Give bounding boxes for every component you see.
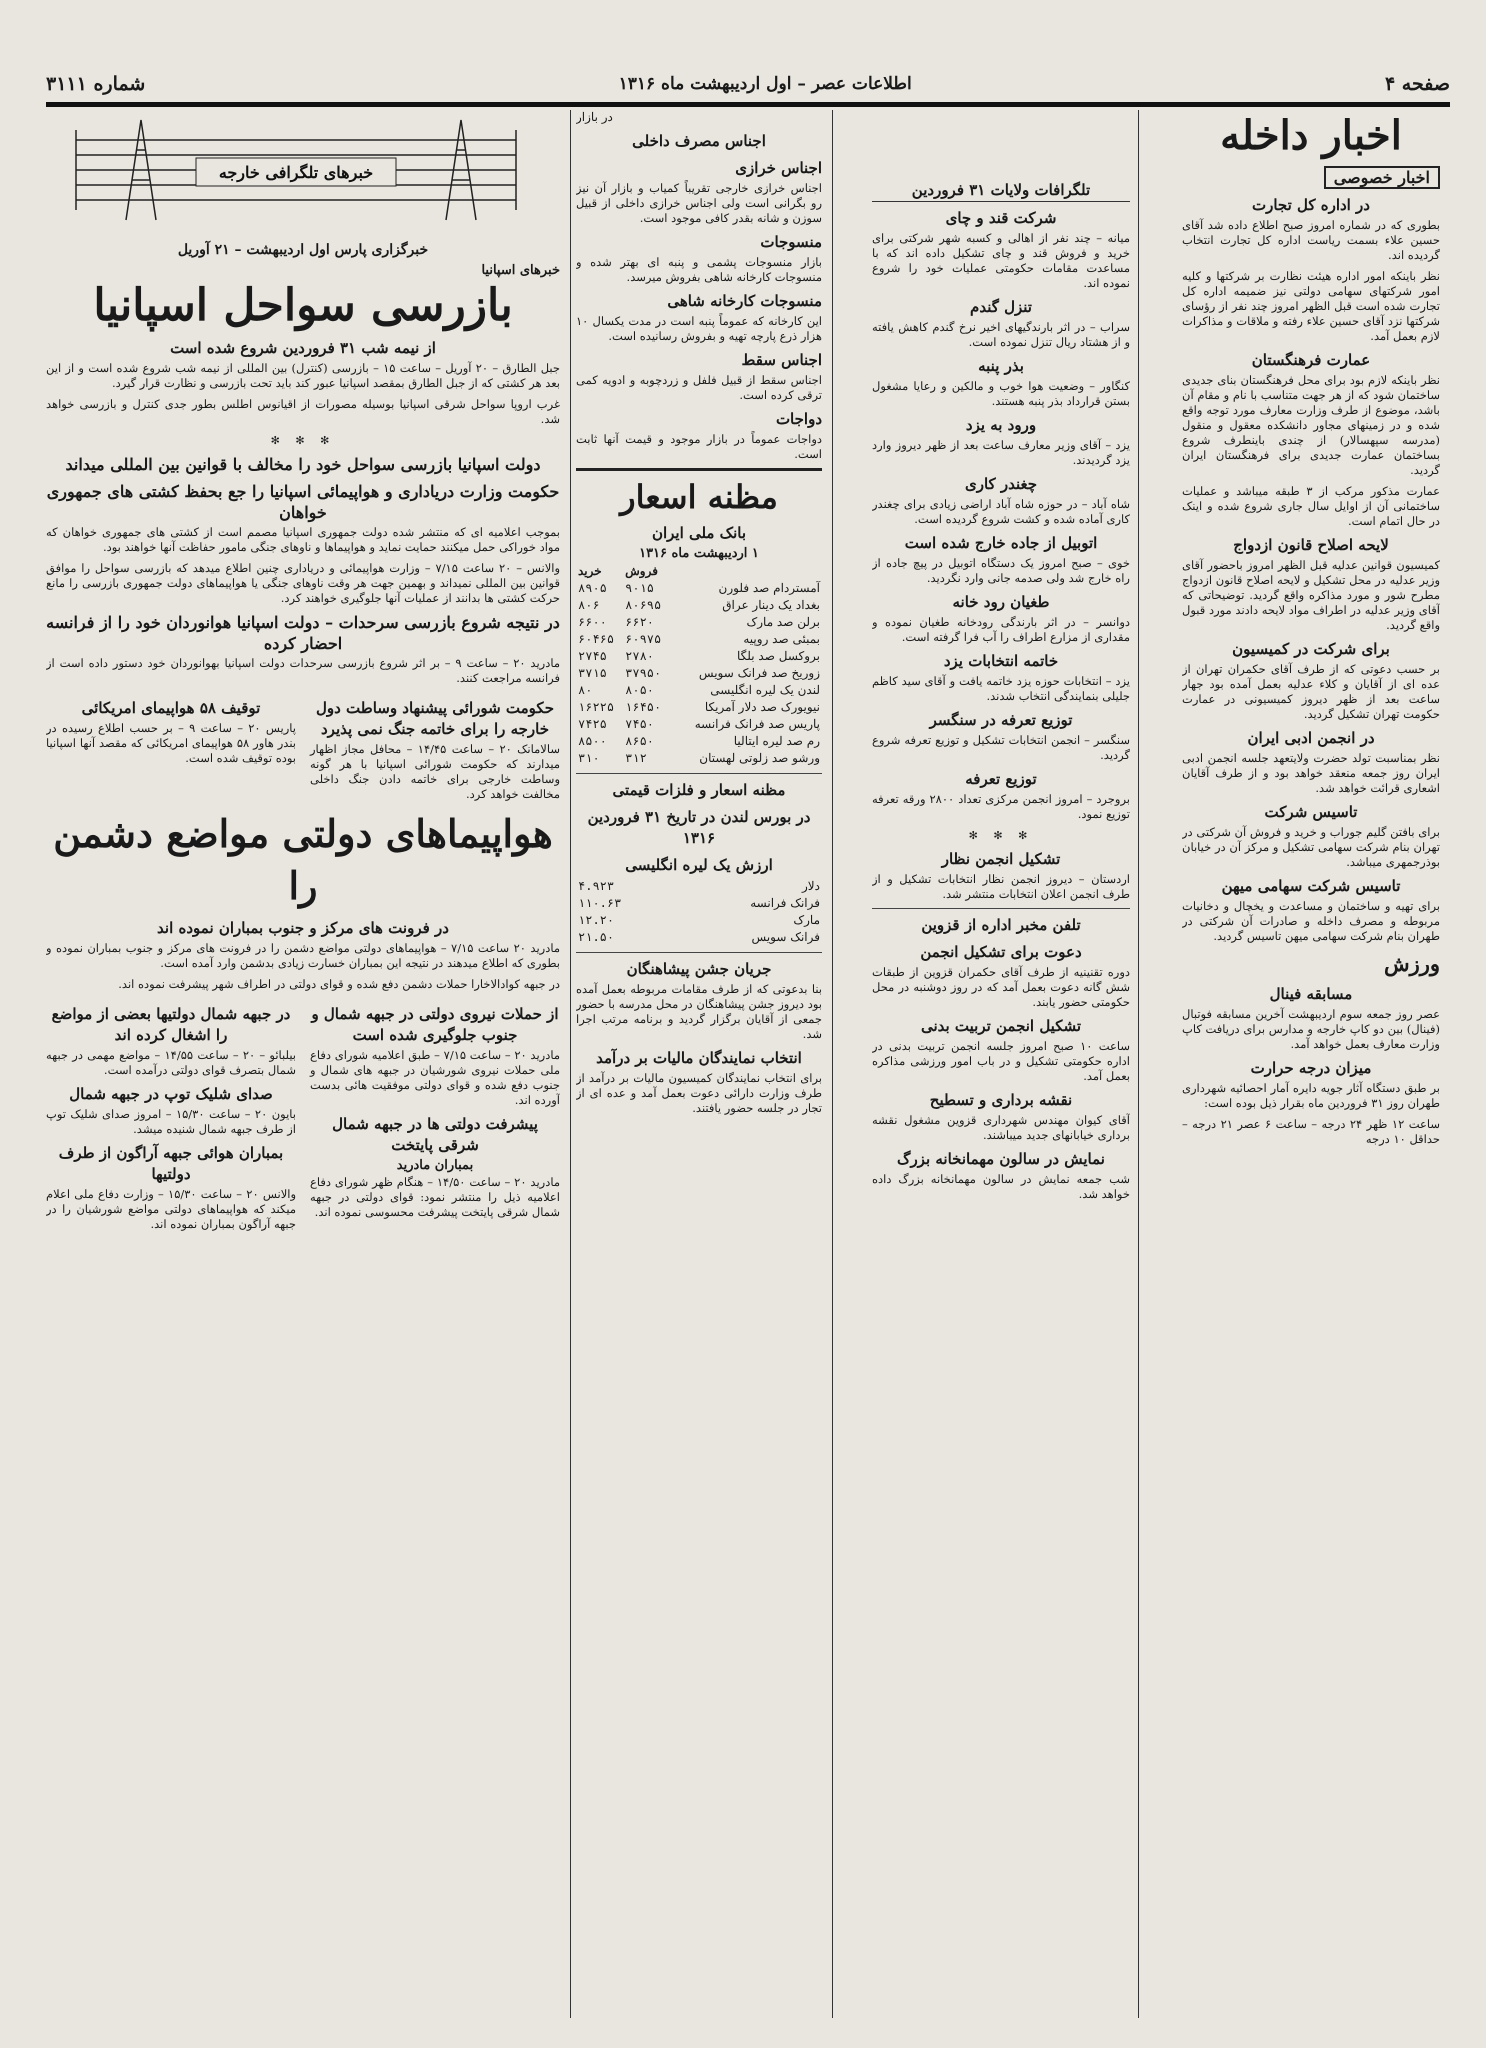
rate-row xyxy=(576,750,822,767)
london-value: ۴.۹۲۳ xyxy=(578,879,615,893)
column-midleft xyxy=(576,110,822,2018)
paragraph: شب جمعه نمایش در سالون مهمانخانه بزرگ داده خواهد شد. xyxy=(872,1172,1130,1201)
paragraph: بر حسب دعوتی که از طرف آقای حکمران تهران از عده ای از آقایان و کلاء عدلیه بعمل آمده بود جهار ساعت بعد از ظهر دیروز کمیسیونی در عمارت حکومت تهران تشکیل گردید. xyxy=(1182,662,1440,721)
column-left xyxy=(46,110,560,2018)
column-rule xyxy=(570,110,571,2018)
headline: از حملات نیروی دولتی در جبهه شمال و جنوب جلوگیری شده است xyxy=(311,1005,559,1044)
paragraph: ساعت ۱۲ ظهر ۲۴ درجه – ساعت ۶ عصر ۲۱ درجه – حداقل ۱۰ درجه xyxy=(1182,1117,1440,1146)
rate-name: نیویورک صد دلار آمریکا xyxy=(704,700,820,714)
rate-name: بمبئی صد روپیه xyxy=(743,632,820,646)
kicker: خبرهای اسپانیا xyxy=(481,263,560,278)
rate-sell: ۲۷۸۰ xyxy=(625,649,655,663)
rate-row xyxy=(576,665,822,682)
paragraph: والانس ۲۰ – ساعت ۱۵/۳۰ – وزارت دفاع ملی اعلام میکند که هواپیماهای دولتی مواضع شورشیان را در جبهه آراگون بمباران نموده اند. xyxy=(46,1187,296,1231)
paragraph: عمارت مذکور مرکب از ۳ طبقه میباشد و عملیات ساختمانی آن از اوایل سال جاری شروع شده و اینک در حال اتمام است. xyxy=(1182,484,1440,528)
sub-column xyxy=(310,998,560,1226)
paragraph: دوانسر – در اثر بارندگی رودخانه طغیان نموده و مقداری از مزارع اطراف را آب فرا گرفته است. xyxy=(872,615,1130,644)
paragraph: این کارخانه که عموماً پنبه است در مدت یکسال ۱۰ هزار ذرع پارچه تهیه و بفروش رسانیده است. xyxy=(576,314,822,343)
rate-sell: ۱۶۴۵۰ xyxy=(625,700,662,714)
headline: شرکت قند و چای xyxy=(945,209,1057,227)
headline: لایحه اصلاح قانون ازدواج xyxy=(1233,536,1389,554)
headline: تاسیس شرکت xyxy=(1264,803,1358,821)
headline: اجناس مصرف داخلی xyxy=(632,132,766,150)
london-table xyxy=(576,878,822,946)
rate-sell: ۳۷۹۵۰ xyxy=(625,666,662,680)
rate-buy: ۶۶۰۰ xyxy=(578,615,607,629)
headline: طغیان رود خانه xyxy=(952,593,1050,611)
headline: تنزل گندم xyxy=(970,298,1032,316)
headline: در نتیجه شروع بازرسی سرحدات – دولت اسپانیا هوانوردان خود را از فرانسه احضار کرده xyxy=(46,613,560,653)
paragraph: کنگاور – وضعیت هوا خوب و مالکین و رعایا مشغول بستن قرارداد بذر پنبه هستند. xyxy=(872,379,1130,408)
paragraph: برای انتخاب نمایندگان کمیسیون مالیات بر درآمد از طرف وزارت دارائی دعوت بعمل آمد و عده ای از تجار در جلسه حضور یافتند. xyxy=(576,1071,822,1115)
column-right xyxy=(1182,110,1440,2018)
headline: تشکیل انجمن تربیت بدنی xyxy=(920,1017,1082,1035)
masthead-date: اطلاعات عصر – اول اردیبهشت ماه ۱۳۱۶ xyxy=(618,74,912,94)
paragraph: در جبهه کوادالاخارا حملات دشمن دفع شده و قوای دولتی در اطراف شهر پیشرفت نموده اند. xyxy=(118,977,560,991)
paragraph: بایون ۲۰ – ساعت ۱۵/۳۰ – امروز صدای شلیک توپ از طرف جبهه شمال شنیده میشد. xyxy=(46,1107,296,1136)
paragraph: کمیسیون قوانین عدلیه قبل الظهر امروز باحضور آقای وزیر عدلیه در محل تشکیل و لایحه اصلاح قانون ازدواج مطرح شور و مورد مذاکره واقع گردید. توضیحاتی که آقای وزیر عدلیه در اطراف مواد لایحه دادند مورد قبول واقع گردید. xyxy=(1182,558,1440,632)
rate-name: برلن صد مارک xyxy=(746,615,820,629)
headline: عمارت فرهنگستان xyxy=(1251,351,1371,369)
london-row xyxy=(576,878,822,895)
headline: انتخاب نمایندگان مالیات بر درآمد xyxy=(596,1049,802,1067)
headline: توقیف ۵۸ هواپیمای امریکائی xyxy=(81,699,261,717)
headline: بذر پنبه xyxy=(978,357,1024,375)
headline: تلگرافات ولایات ۳۱ فروردین xyxy=(872,180,1130,202)
paragraph: اجناس سقط از قبیل فلفل و زردچوبه و ادویه کمی ترقی کرده است. xyxy=(576,373,822,402)
rate-buy: ۸۰۶ xyxy=(578,598,600,612)
paragraph: جبل الطارق – ۲۰ آوریل – ساعت ۱۵ – بازرسی (کنترل) بین المللی از نیمه شب شروع شده است و از این بعد هر کشتی که از جبل الطارق بمقصد اسپانیا عبور کند باید تحت بازرسی و نظارت قرار گیرد. xyxy=(46,361,560,390)
paragraph: سنگسر – انجمن انتخابات تشکیل و توزیع تعرفه شروع گردید. xyxy=(872,733,1130,762)
rate-row xyxy=(576,580,822,597)
rate-row xyxy=(576,699,822,716)
divider xyxy=(576,468,822,471)
paragraph: مادرید ۲۰ – ساعت ۹ – بر اثر شروع بازرسی سرحدات دولت اسپانیا بهوانوردان خود دستور داده است از فرانسه مراجعت کنند. xyxy=(46,656,560,685)
kicker: در بازار xyxy=(576,110,613,124)
rate-buy: ۲۷۴۵ xyxy=(578,649,607,663)
paragraph: نظر بمناسبت تولد حضرت ولایتعهد جلسه انجمن ادبی ایران روز جمعه منعقد خواهد بود و از طرف آقایان اشعاری قرائت خواهد شد. xyxy=(1182,751,1440,795)
paragraph: نظر باینکه امور اداره هیئت نظارت بر شرکتها و کلیه امور شرکتهای سهامی دولتی نیز ضمیمه اداره کل تجارت شده است قبل الظهر امروز چند نفر از رؤسای شرکتها نزد آقای حسین علاء رفته و ملاقات و مذاکرات لازم بعمل آمد. xyxy=(1182,269,1440,343)
headline: مظنه اسعار و فلزات قیمتی xyxy=(612,781,786,799)
headline: میزان درجه حرارت xyxy=(1250,1059,1372,1077)
headline: نمایش در سالون مهمانخانه بزرگ xyxy=(897,1150,1105,1168)
rate-buy: ۷۴۲۵ xyxy=(578,717,607,731)
headline: دعوت برای تشکیل انجمن xyxy=(920,943,1082,961)
rate-row xyxy=(576,648,822,665)
london-name: مارک xyxy=(793,913,820,927)
rates-col-buy: خرید xyxy=(578,564,602,578)
paragraph: بموجب اعلامیه ای که منتشر شده دولت جمهوری اسپانیا مصمم است از کشتی های جمهوری خواهان که مواد خوراکی حمل میکنند حمایت نماید و هواپیماها و ناوهای جنگی مامور حفاظت آنها خواهند بود. xyxy=(46,525,560,554)
paragraph: اجناس خرازی خارجی تقریباً کمیاب و بازار آن نیز رو بگرانی است ولی اجناس خرازی داخلی از قبیل سوزن و شانه بقدر کافی موجود است. xyxy=(576,181,822,225)
paragraph: بروجرد – امروز انجمن مرکزی تعداد ۲۸۰۰ ورقه تعرفه توزیع نمود. xyxy=(872,792,1130,821)
rate-name: بغداد یک دینار عراق xyxy=(722,598,820,612)
paragraph: برای بافتن گلیم جوراب و خرید و فروش آن شرکتی در تهران بنام شرکت سهامی تشکیل و مرکز آن در خیابان بوذرجمهری میباشد. xyxy=(1182,825,1440,869)
headline: توزیع تعرفه در سنگسر xyxy=(929,711,1073,729)
two-up-row xyxy=(46,998,560,1238)
rate-buy: ۸۵۰۰ xyxy=(578,734,607,748)
rates-bank: بانک ملی ایران xyxy=(651,524,747,542)
rate-row xyxy=(576,631,822,648)
headline: تشکیل انجمن نظار xyxy=(941,850,1061,868)
rate-buy: ۳۷۱۵ xyxy=(578,666,607,680)
headline: دواجات xyxy=(775,410,822,428)
headline: ورود به یزد xyxy=(965,416,1037,434)
paragraph: میانه – چند نفر از اهالی و کسبه شهر شرکتی برای خرید و فروش قند و چای تشکیل داده اند که با مساعدت مقامات حکومتی عملیات خود را شروع نموده اند. xyxy=(872,231,1130,290)
rate-row xyxy=(576,733,822,750)
headline: تلفن مخبر اداره از قزوین xyxy=(921,916,1081,934)
headline: ارزش یک لیره انگلیسی xyxy=(625,856,773,874)
paragraph: بیلبائو – ۲۰ – ساعت ۱۴/۵۵ – مواضع مهمی در جبهه شمال بتصرف قوای دولتی درآمده است. xyxy=(46,1048,297,1077)
london-value: ۲۱.۵۰ xyxy=(578,930,615,944)
paragraph: غرب اروپا سواحل شرقی اسپانیا بوسیله مصورات از اقیانوس اطلس بطور جدی کنترل و بازرسی خواهد شد. xyxy=(46,397,560,426)
logo-text: خبرهای تلگرافی خارجه xyxy=(218,163,374,182)
rate-sell: ۳۱۲ xyxy=(625,751,647,765)
headline: در بورس لندن در تاریخ ۳۱ فروردین ۱۳۱۶ xyxy=(587,808,811,847)
headline: توزیع تعرفه xyxy=(965,770,1037,788)
rate-name: ورشو صد زلوتی لهستان xyxy=(699,751,820,765)
headline: تاسیس شرکت سهامی میهن xyxy=(1221,877,1401,895)
headline: چغندر کاری xyxy=(964,475,1038,493)
headline: جریان جشن پیشاهنگان xyxy=(626,960,772,978)
paragraph: شاه آباد – در حوزه شاه آباد اراضی زیادی برای چغندر کاری آماده شده و کشت شروع گردیده است. xyxy=(872,497,1130,526)
column-rule xyxy=(1138,110,1139,2018)
paragraph: ساعت ۱۰ صبح امروز جلسه انجمن تربیت بدنی در اداره حکومتی تشکیل و در باب امور ورزشی مذاکره بعمل آمد. xyxy=(872,1039,1130,1083)
headline: پیشرفت دولتی ها در جبهه شمال شرقی پایتخت xyxy=(332,1115,538,1154)
rates-col-sell: فروش xyxy=(625,564,658,578)
rate-sell: ۸۰۵۰ xyxy=(625,683,655,697)
rates-header-row xyxy=(576,563,822,580)
headline: اجناس سقط xyxy=(741,351,822,369)
headline: نقشه برداری و تسطیح xyxy=(929,1091,1073,1109)
london-name: فرانک فرانسه xyxy=(750,896,820,910)
paragraph: سراب – در اثر بارندگیهای اخیر نرخ گندم کاهش یافته و از هشتاد ریال تنزل نموده است. xyxy=(872,320,1130,349)
headline: در جبهه شمال دولتیها بعضی از مواضع را اشغال کرده اند xyxy=(51,1005,291,1044)
headline-large: هواپیماهای دولتی مواضع دشمن را xyxy=(53,811,553,908)
paragraph: بطوری که در شماره امروز صبح اطلاع داده شد آقای حسین علاء بسمت ریاست اداره کل تجارت انتخاب گردیده اند. xyxy=(1182,218,1440,262)
paragraph: برای تهیه و ساختمان و مساعدت و یخچال و دخانیات مربوطه و مصرف داخله و صادرات آن شرکتی در طهران بنام شرکت سهامی میهن تاسیس گردید. xyxy=(1182,899,1440,943)
agency-line: خبرگزاری پارس اول اردیبهشت – ۲۱ آوریل xyxy=(177,242,429,258)
paragraph: نظر باینکه لازم بود برای محل فرهنگستان بنای جدیدی ساختمان شود که از هر جهت متناسب با نام و مقام آن باشد، موضوع از طرف وزارت معارف مورد توجه واقع شده و در زمینهای مجاور دانشکده معقول و منقول (مدرسه سپهسالار) از چندی باینطرف شروع بساختمان عمارت جدیدی برای فرهنگستان ایران گردید. xyxy=(1182,373,1440,477)
rate-name: زوریخ صد فرانک سویس xyxy=(698,666,820,680)
headline: اتوبیل از جاده خارج شده است xyxy=(904,534,1098,552)
london-value: ۱۲.۲۰ xyxy=(578,913,615,927)
paragraph: بر طبق دستگاه آثار جویه دایره آمار احصائیه شهرداری طهران روز ۳۱ فروردین ماه بقرار ذیل بوده است: xyxy=(1182,1081,1440,1110)
headline: مسابقه فینال xyxy=(1269,985,1353,1003)
headline: صدای شلیک توپ در جبهه شمال xyxy=(69,1085,273,1103)
paragraph: عصر روز جمعه سوم اردیبهشت آخرین مسابقه فوتبال (فینال) بین دو کاپ خارجه و مدارس برای دریافت کاپ وزارت معارف بعمل خواهد آمد. xyxy=(1182,1007,1440,1051)
paragraph: پاریس ۲۰ – ساعت ۹ – بر حسب اطلاع رسیده در بندر هاور ۵۸ هواپیمای امریکائی که مقصد آنها اسپانیا بوده توقیف شده است. xyxy=(46,721,297,765)
subheadline: از نیمه شب ۳۱ فروردین شروع شده است xyxy=(170,339,436,357)
paragraph: اردستان – دیروز انجمن نظار انتخابات تشکیل و از طرف انجمن اعلان انتخابات منتشر شد. xyxy=(872,872,1130,901)
headline: بمباران هوائی جبهه آراگون از طرف دولتیها xyxy=(58,1144,284,1183)
issue-number: شماره ۳۱۱۱ xyxy=(46,73,146,95)
paragraph: مادرید ۲۰ ساعت ۷/۱۵ – هواپیماهای دولتی مواضع دشمن را در فرونت های مرکز و جنوب بمباران نموده و بطوری که اطلاع میدهند در نتیجه این بمباران خسارت زیادی بدشمن وارد آمده است. xyxy=(46,941,560,970)
headline: حکومت وزارت دریاداری و هواپیمائی اسپانیا را جع بحفظ کشتی های جمهوری خواهان xyxy=(46,482,560,522)
paragraph: بازار منسوجات پشمی و پنبه ای بهتر شده و منسوجات کارخانه شاهی بفروش میرسد. xyxy=(576,255,822,284)
sub-column xyxy=(46,998,296,1238)
headline: حکومت شورائی پیشنهاد وساطت دول خارجه را برای خاتمه جنگ نمی پذیرد xyxy=(315,699,554,738)
paragraph: مادرید ۲۰ – ساعت ۷/۱۵ – طبق اعلامیه شورای دفاع ملی حملات نیروی شورشیان در جبهه های شمال و جنوب دفع شده و قوای دولتی موفقیت هائی بدست آورده اند. xyxy=(310,1048,560,1107)
rate-sell: ۹۰۱۵ xyxy=(625,581,655,595)
rate-row xyxy=(576,682,822,699)
headline: منسوجات xyxy=(760,233,822,251)
rates-title: مظنه اسعار xyxy=(620,478,778,516)
paragraph: سالامانک ۲۰ – ساعت ۱۴/۴۵ – محافل مجاز اظهار میدارند که حکومت شورائی اسپانیا با هر گونه وساطت خارجی برای خاتمه دادن جنگ داخلی مخالفت خواهد کرد. xyxy=(310,742,560,801)
headline: در انجمن ادبی ایران xyxy=(1247,729,1375,747)
divider-stars: ✻ ✻ ✻ xyxy=(968,829,1034,842)
london-row xyxy=(576,929,822,946)
rate-name: آمستردام صد فلورن xyxy=(718,581,820,595)
divider xyxy=(576,773,822,774)
rate-row xyxy=(576,597,822,614)
rate-buy: ۱۶۲۲۵ xyxy=(578,700,615,714)
rate-row xyxy=(576,614,822,631)
column-midright xyxy=(872,110,1130,2018)
rate-sell: ۶۰۹۷۵ xyxy=(625,632,662,646)
headline: برای شرکت در کمیسیون xyxy=(1232,640,1390,658)
subheadline: بمباران مادرید xyxy=(396,1158,474,1173)
masthead xyxy=(46,66,1450,107)
rate-row xyxy=(576,716,822,733)
headline: دولت اسپانیا بازرسی سواحل خود را مخالف با قوانین بین المللی میداند xyxy=(65,455,541,474)
paragraph: آقای کیوان مهندس شهرداری قزوین مشغول نقشه برداری خیابانهای جدید میباشند. xyxy=(872,1113,1130,1142)
rate-name: پاریس صد فرانک فرانسه xyxy=(694,717,820,731)
rate-buy: ۶۰۴۶۵ xyxy=(578,632,615,646)
column-rule xyxy=(832,110,833,2018)
divider xyxy=(576,952,822,953)
paragraph: بنا بدعوتی که از طرف مقامات مربوطه بعمل آمده بود دیروز جشن پیشاهنگان در محل مدرسه با حضور جمعی از آقایان برگزار گردید و برنامه مرتب اجرا شد. xyxy=(576,982,822,1041)
rate-buy: ۸۹۰۵ xyxy=(578,581,607,595)
sports-header: ورزش xyxy=(1383,951,1440,976)
rate-sell: ۶۶۲۰ xyxy=(625,615,655,629)
rate-name: رم صد لیره ایتالیا xyxy=(733,734,820,748)
headline: اجناس خرازی xyxy=(735,159,822,177)
private-news-box: اخبار خصوصی xyxy=(1324,166,1440,189)
paragraph: مادرید ۲۰ – ساعت ۱۴/۵۰ – هنگام ظهر شورای دفاع اعلامیه ذیل را منتشر نمود: قوای دولتی در جبهه شمال شرقی پایتخت پیشرفت محسوسی نموده اند. xyxy=(310,1175,560,1219)
rate-buy: ۳۱۰ xyxy=(578,751,600,765)
headline: منسوجات کارخانه شاهی xyxy=(667,292,822,310)
rate-sell: ۷۴۵۰ xyxy=(625,717,655,731)
london-row xyxy=(576,912,822,929)
paragraph: والانس – ۲۰ ساعت ۷/۱۵ – وزارت هواپیمائی و دریاداری چنین اطلاع میدهد که بازرسی سواحل را موافق قوانین بین المللی نمیداند و بهمین جهت هر وقت ناوهای جنگی یا هواپیماهای دولت جمهوری بازرسی را مانع حرکت کشتی ها بدانند از عملیات آنها جلوگیری خواهند کرد. xyxy=(46,561,560,605)
rate-buy: ۸۰ xyxy=(578,683,593,697)
paragraph: خوی – صبح امروز یک دستگاه اتوبیل در پیچ جاده از راه خارج شد ولی صدمه جانی وارد نگردید. xyxy=(872,556,1130,585)
subheadline: در فرونت های مرکز و جنوب بمباران نموده اند xyxy=(157,919,449,937)
paragraph: یزد – آقای وزیر معارف ساعت بعد از ظهر دیروز وارد یزد گردیدند. xyxy=(872,438,1130,467)
london-value: ۱۱۰.۶۳ xyxy=(578,896,622,910)
rate-name: لندن یک لیره انگلیسی xyxy=(710,683,820,697)
sub-column xyxy=(310,692,560,808)
london-name: دلار xyxy=(802,879,820,893)
section-title: اخبار داخله xyxy=(1220,112,1402,159)
main-headline: بازرسی سواحل اسپانیا xyxy=(93,280,513,331)
foreign-telegrams-logo xyxy=(46,110,560,230)
london-name: فرانک سویس xyxy=(751,930,820,944)
london-row xyxy=(576,895,822,912)
paragraph: دواجات عموماً در بازار موجود و قیمت آنها ثابت است. xyxy=(576,432,822,461)
rate-sell: ۸۶۵۰ xyxy=(625,734,655,748)
paragraph: دوره تقنینیه از طرف آقای حکمران قزوین از طبقات شش گانه دعوت بعمل آمد که در روز دوشنبه در محل حکومتی حضور یابند. xyxy=(872,965,1130,1009)
paragraph: یزد – انتخابات حوزه یزد خاتمه یافت و آقای سید کاظم جلیلی بنمایندگی انتخاب شدند. xyxy=(872,674,1130,703)
headline: در اداره کل تجارت xyxy=(1251,196,1370,214)
two-up-row xyxy=(46,692,560,808)
sub-column xyxy=(46,692,296,772)
divider-stars: ✻ ✻ ✻ xyxy=(270,434,336,447)
rate-sell: ۸۰۶۹۵ xyxy=(625,598,662,612)
headline: خاتمه انتخابات یزد xyxy=(943,652,1059,670)
page-number: صفحه ۴ xyxy=(1384,73,1450,95)
rate-name: بروکسل صد بلگا xyxy=(737,649,820,663)
divider xyxy=(872,908,1130,909)
rates-date: ۱ اردیبهشت ماه ۱۳۱۶ xyxy=(639,546,759,561)
rates-table xyxy=(576,563,822,767)
